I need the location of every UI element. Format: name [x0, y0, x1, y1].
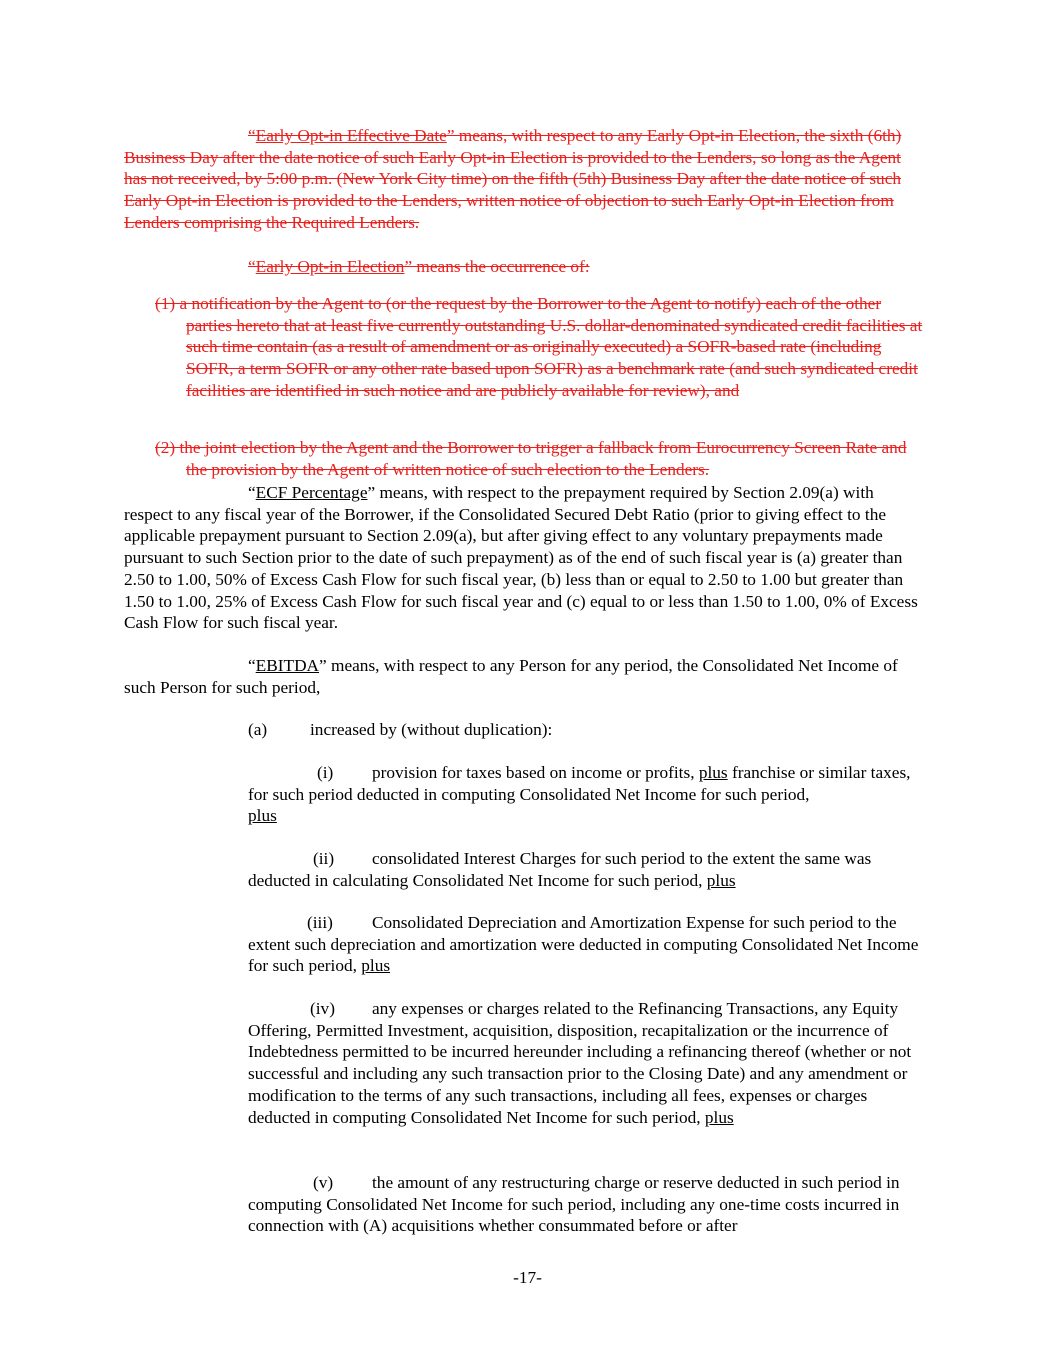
early-opt-in-election-item-1: (1) a notification by the Agent to (or the request by the Borrower to the Agent to notify) each of the other parties hereto that at least five currently outstanding U.S. dollar-denominated syndicated credit facilities at such time contain (as a result of amendment or as originally executed) a SOFR-based rate (including SOFR, a term SOFR or any other rate based upon SOFR) as a benchmark rate (and such syndicated credit facilities are identified in such notice and are publicly available for review), and	[155, 294, 923, 400]
ebitda-definition: “EBITDA” means, with respect to any Person for any period, the Consolidated Net Income of such Person for such period,	[124, 656, 898, 697]
defined-term: Early Opt-in Effective Date	[255, 126, 447, 145]
clause-a-iii: (iii) Consolidated Depreciation and Amortization Expense for such period to the extent such depreciation and amortization were deducted in computing Consolidated Net Income for such period, plus	[248, 913, 919, 976]
early-opt-in-election-definition: “Early Opt-in Election” means the occurrence of:	[248, 257, 590, 276]
clause-ii-label: (ii)	[313, 849, 335, 868]
defined-term: ECF Percentage	[255, 483, 368, 502]
page-number: -17-	[513, 1268, 542, 1287]
defined-term: Early Opt-in Election	[255, 257, 405, 276]
clause-v-label: (v)	[313, 1173, 334, 1192]
clause-a-label: (a)	[248, 720, 268, 739]
clause-a-i: (i) provision for taxes based on income or profits, plus franchise or similar taxes, for such period deducted in computing Consolidated Net Income for such period, plus	[248, 763, 911, 826]
clause-a: (a) increased by (without duplication):	[248, 720, 553, 739]
clause-a-ii: (ii) consolidated Interest Charges for such period to the extent the same was deducted in calculating Consolidated Net Income for such period, plus	[248, 849, 872, 890]
early-opt-in-election-item-2: (2) the joint election by the Agent and the Borrower to trigger a fallback from Eurocurrency Screen Rate and the provision by the Agent of written notice of such election to the Lenders.	[155, 438, 907, 479]
clause-iii-label: (iii)	[307, 913, 333, 932]
clause-i-label: (i)	[317, 763, 334, 782]
ecf-percentage-definition: “ECF Percentage” means, with respect to the prepayment required by Section 2.09(a) with respect to any fiscal year of the Borrower, if the Consolidated Secured Debt Ratio (prior to giving effect to the applicable prepayment pursuant to Section 2.09(a), but after giving effect to any voluntary prepayments made pursuant to such Section prior to the date of such prepayment) as of the end of such fiscal year is (a) greater than 2.50 to 1.00, 50% of Excess Cash Flow for such fiscal year, (b) less than or equal to 2.50 to 1.00 but greater than 1.50 to 1.00, 25% of Excess Cash Flow for such fiscal year and (c) equal to or less than 1.50 to 1.00, 0% of Excess Cash Flow for such fiscal year.	[124, 483, 918, 633]
early-opt-in-effective-date-definition: “Early Opt-in Effective Date” means, with respect to any Early Opt-in Election, the sixth (6th) Business Day after the date notice of such Early Opt-in Election is provided to the Lenders, so long as the Agent has not received, by 5:00 p.m. (New York City time) on the fifth (5th) Business Day after the date notice of such Early Opt-in Election is provided to the Lenders, written notice of objection to such Early Opt-in Election from Lenders comprising the Required Lenders.	[124, 126, 902, 232]
clause-a-v: (v) the amount of any restructuring charge or reserve deducted in such period in computing Consolidated Net Income for such period, including any one-time costs incurred in connection with (A) acquisitions whether consummated before or after	[248, 1173, 900, 1236]
clause-a-iv: (iv) any expenses or charges related to the Refinancing Transactions, any Equity Offering, Permitted Investment, acquisition, disposition, recapitalization or the incurrence of Indebtedness permitted to be incurred hereunder including a refinancing thereof (whether or not successful and including any such transaction prior to the Closing Date) and any amendment or modification to the terms of any such transactions, including all fees, expenses or charges deducted in computing Consolidated Net Income for such period, plus	[248, 999, 912, 1127]
defined-term: EBITDA	[255, 656, 320, 675]
clause-iv-label: (iv)	[310, 999, 335, 1018]
